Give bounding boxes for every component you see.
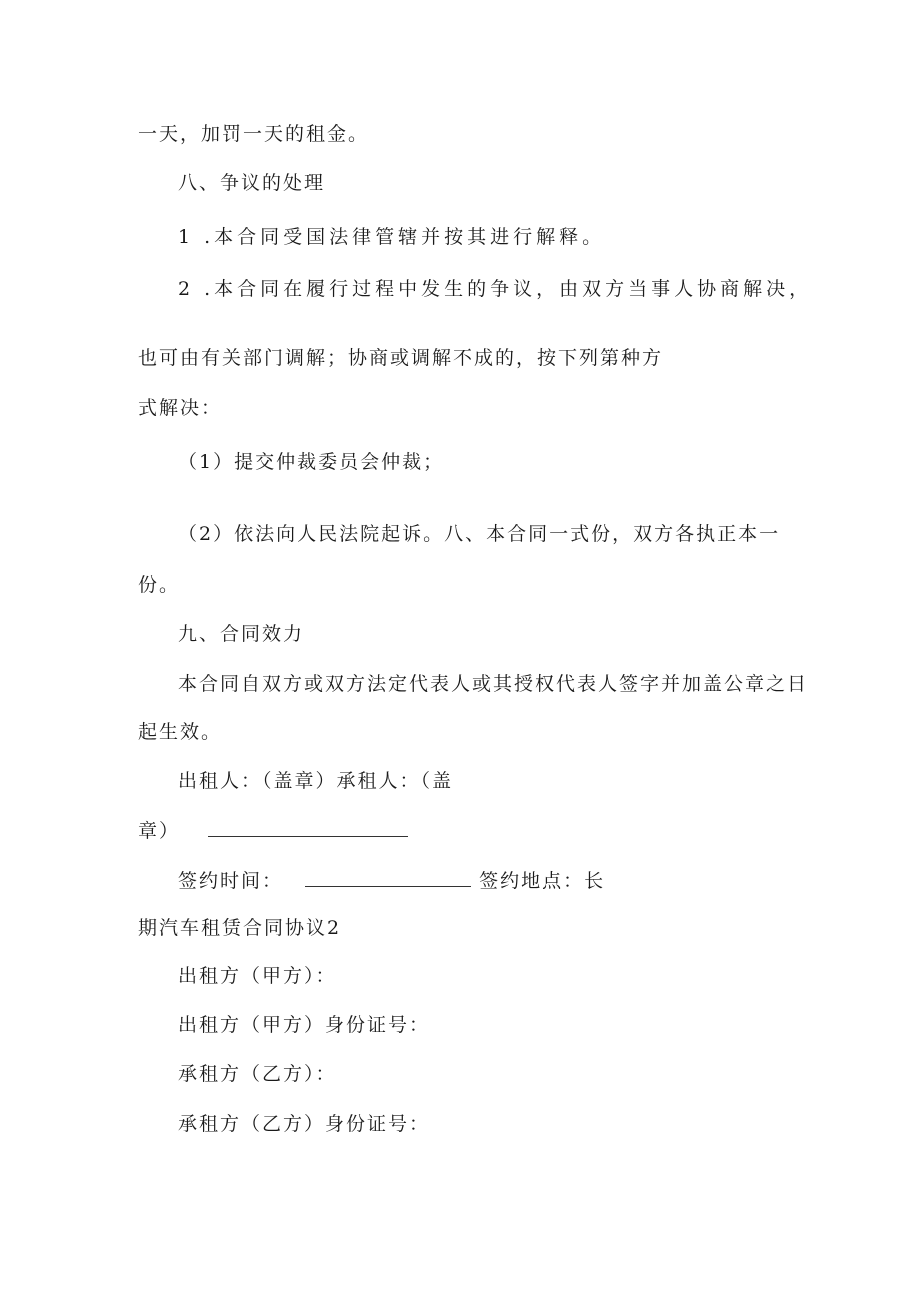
signing-place-label: 签约地点：长 [479,870,606,892]
section-heading: 八、争议的处理 [178,172,326,194]
blank-underline [305,868,471,887]
text-line: （1）提交仲裁委员会仲裁； [178,451,445,473]
section-heading: 九、合同效力 [178,623,305,645]
document-title: 期汽车租赁合同协议2 [138,917,342,939]
signing-info-line [178,868,605,893]
party-field: 承租方（乙方）身份证号： [178,1113,431,1135]
text-line: （2）依法向人民法院起诉。八、本合同一式份，双方各执正本一 [178,523,781,545]
party-field: 承租方（乙方）： [178,1063,337,1085]
party-field: 出租方（甲方）身份证号： [178,1014,431,1036]
text-line: 式解决： [138,397,223,419]
signature-line: 出租人：（盖章）承租人：（盖 [178,770,454,792]
signature-line [138,818,408,843]
text-line: 份。 [138,574,181,596]
blank-underline [208,818,408,837]
text-segment: 章） [138,820,181,842]
text-line: 2 .本合同在履行过程中发生的争议，由双方当事人协商解决， [178,278,813,300]
signing-time-label: 签约时间： [178,870,284,892]
text-line: 本合同自双方或双方法定代表人或其授权代表人签字并加盖公章之日 [178,673,809,695]
text-line: 一天，加罚一天的租金。 [138,123,370,145]
text-line: 也可由有关部门调解；协商或调解不成的，按下列第种方 [138,347,664,369]
text-line: 起生效。 [138,721,223,743]
text-line: 1 .本合同受国法律管辖并按其进行解释。 [178,226,606,248]
party-field: 出租方（甲方）： [178,965,337,987]
